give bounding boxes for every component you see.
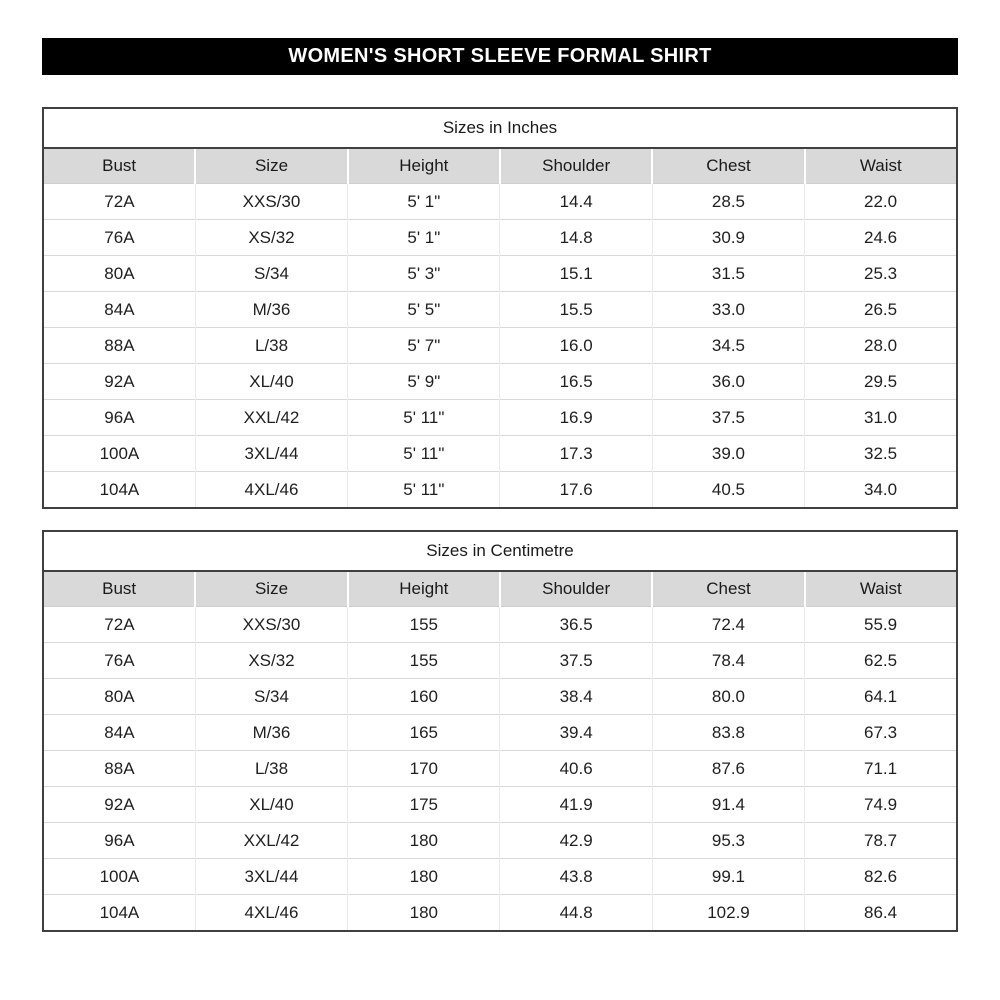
table-cell: 88A <box>43 328 195 364</box>
table-cell: 155 <box>348 607 500 643</box>
table-cell: 80A <box>43 256 195 292</box>
table-cell: 36.5 <box>500 607 652 643</box>
table-title-row <box>43 108 957 148</box>
table-cell: 78.7 <box>805 823 957 859</box>
size-row <box>43 184 957 220</box>
table-cell: 4XL/46 <box>195 472 347 509</box>
table-title-row <box>43 531 957 571</box>
table-cell: 14.4 <box>500 184 652 220</box>
centimetre-size-table <box>42 530 958 932</box>
table-cell: 22.0 <box>805 184 957 220</box>
table-cell: 15.5 <box>500 292 652 328</box>
inches-size-table <box>42 107 958 509</box>
size-row <box>43 472 957 509</box>
table-cell: 80A <box>43 679 195 715</box>
table-cell: 76A <box>43 220 195 256</box>
size-row <box>43 400 957 436</box>
table-cell: 5' 9" <box>348 364 500 400</box>
size-row <box>43 256 957 292</box>
size-row <box>43 823 957 859</box>
table-cell: 15.1 <box>500 256 652 292</box>
table-cell: 99.1 <box>652 859 804 895</box>
table-cell: 37.5 <box>652 400 804 436</box>
table-cell: 40.6 <box>500 751 652 787</box>
table-cell: S/34 <box>195 256 347 292</box>
table-cell: 32.5 <box>805 436 957 472</box>
table-cell: 62.5 <box>805 643 957 679</box>
size-row <box>43 679 957 715</box>
table-cell: 17.6 <box>500 472 652 509</box>
table-title: Sizes in Centimetre <box>43 531 957 571</box>
size-row <box>43 292 957 328</box>
table-cell: 38.4 <box>500 679 652 715</box>
table-cell: 3XL/44 <box>195 436 347 472</box>
table-cell: 43.8 <box>500 859 652 895</box>
table-cell: 5' 11" <box>348 472 500 509</box>
table-cell: XXL/42 <box>195 823 347 859</box>
table-cell: 74.9 <box>805 787 957 823</box>
table-cell: 92A <box>43 364 195 400</box>
table-cell: 28.5 <box>652 184 804 220</box>
table-cell: 86.4 <box>805 895 957 932</box>
size-row <box>43 220 957 256</box>
table-cell: M/36 <box>195 292 347 328</box>
table-cell: 41.9 <box>500 787 652 823</box>
table-cell: 5' 1" <box>348 220 500 256</box>
size-row <box>43 328 957 364</box>
table-cell: 39.4 <box>500 715 652 751</box>
table-cell: 44.8 <box>500 895 652 932</box>
column-header-size: Size <box>195 571 347 607</box>
table-cell: 5' 3" <box>348 256 500 292</box>
table-cell: 16.5 <box>500 364 652 400</box>
page-title-banner <box>42 38 958 75</box>
table-cell: 55.9 <box>805 607 957 643</box>
size-row <box>43 643 957 679</box>
table-cell: 67.3 <box>805 715 957 751</box>
size-row <box>43 859 957 895</box>
table-cell: 160 <box>348 679 500 715</box>
table-cell: 92A <box>43 787 195 823</box>
table-cell: 100A <box>43 859 195 895</box>
table-cell: 3XL/44 <box>195 859 347 895</box>
table-cell: XXS/30 <box>195 607 347 643</box>
table-cell: 30.9 <box>652 220 804 256</box>
table-cell: 5' 11" <box>348 400 500 436</box>
table-cell: 14.8 <box>500 220 652 256</box>
column-header-waist: Waist <box>805 148 957 184</box>
table-cell: 180 <box>348 895 500 932</box>
table-cell: XS/32 <box>195 220 347 256</box>
size-row <box>43 436 957 472</box>
table-cell: 42.9 <box>500 823 652 859</box>
table-cell: 72A <box>104 614 135 634</box>
column-header-size: Size <box>195 148 347 184</box>
column-header-chest: Chest <box>652 571 804 607</box>
table-cell: 31.0 <box>805 400 957 436</box>
table-cell: 180 <box>348 823 500 859</box>
table-cell: 5' 5" <box>348 292 500 328</box>
column-header-bust: Bust <box>43 148 195 184</box>
table-title: Sizes in Inches <box>43 108 957 148</box>
table-cell: XL/40 <box>195 787 347 823</box>
table-cell: 36.0 <box>652 364 804 400</box>
table-cell: 84A <box>43 715 195 751</box>
table-cell: 39.0 <box>652 436 804 472</box>
page-title: WOMEN'S SHORT SLEEVE FORMAL SHIRT <box>288 45 712 67</box>
table-cell: 29.5 <box>805 364 957 400</box>
table-cell: XL/40 <box>195 364 347 400</box>
table-cell: L/38 <box>195 328 347 364</box>
table-cell: 37.5 <box>500 643 652 679</box>
table-cell: 24.6 <box>805 220 957 256</box>
size-row <box>43 787 957 823</box>
table-cell: 155 <box>348 643 500 679</box>
table-cell: 82.6 <box>805 859 957 895</box>
table-cell: XXL/42 <box>195 400 347 436</box>
centimetre-table-section <box>42 530 958 932</box>
table-cell: 33.0 <box>652 292 804 328</box>
table-cell: 175 <box>348 787 500 823</box>
table-cell: 40.5 <box>652 472 804 509</box>
table-cell: 72A <box>104 191 135 211</box>
table-cell: 34.0 <box>805 472 957 509</box>
table-cell: 5' 11" <box>348 436 500 472</box>
table-cell: 180 <box>348 859 500 895</box>
table-cell: 87.6 <box>652 751 804 787</box>
table-cell: 91.4 <box>652 787 804 823</box>
table-cell: XS/32 <box>195 643 347 679</box>
table-cell: 95.3 <box>652 823 804 859</box>
table-cell: 100A <box>43 436 195 472</box>
table-cell: 78.4 <box>652 643 804 679</box>
table-cell: 25.3 <box>805 256 957 292</box>
table-cell: 17.3 <box>500 436 652 472</box>
table-cell: 104A <box>43 895 195 932</box>
column-header-shoulder: Shoulder <box>500 571 652 607</box>
table-cell: 64.1 <box>805 679 957 715</box>
table-cell: 83.8 <box>652 715 804 751</box>
column-header-bust: Bust <box>43 571 195 607</box>
table-cell: 4XL/46 <box>195 895 347 932</box>
table-header-row <box>43 571 957 607</box>
table-cell: S/34 <box>195 679 347 715</box>
table-cell: 84A <box>43 292 195 328</box>
table-cell: 96A <box>43 823 195 859</box>
table-cell: 76A <box>43 643 195 679</box>
column-header-waist: Waist <box>805 571 957 607</box>
table-header-row <box>43 148 957 184</box>
table-cell: 102.9 <box>652 895 804 932</box>
size-row <box>43 364 957 400</box>
size-row <box>43 715 957 751</box>
table-cell: 16.0 <box>500 328 652 364</box>
table-cell: 88A <box>43 751 195 787</box>
table-cell: 96A <box>43 400 195 436</box>
column-header-chest: Chest <box>652 148 804 184</box>
table-cell: 104A <box>43 472 195 509</box>
table-cell: 170 <box>348 751 500 787</box>
table-cell: 5' 1" <box>348 184 500 220</box>
table-cell: 5' 7" <box>348 328 500 364</box>
size-row <box>43 607 957 643</box>
table-cell: 165 <box>348 715 500 751</box>
table-cell: XXS/30 <box>195 184 347 220</box>
column-header-shoulder: Shoulder <box>500 148 652 184</box>
table-cell: 31.5 <box>652 256 804 292</box>
size-row <box>43 895 957 932</box>
column-header-height: Height <box>348 571 500 607</box>
table-cell: 71.1 <box>805 751 957 787</box>
table-cell: 16.9 <box>500 400 652 436</box>
table-cell: 34.5 <box>652 328 804 364</box>
table-cell: 80.0 <box>652 679 804 715</box>
table-cell: 28.0 <box>805 328 957 364</box>
size-row <box>43 751 957 787</box>
table-cell: 26.5 <box>805 292 957 328</box>
table-cell: 72.4 <box>652 607 804 643</box>
table-cell: M/36 <box>195 715 347 751</box>
inches-table-section <box>42 107 958 509</box>
column-header-height: Height <box>348 148 500 184</box>
table-cell: L/38 <box>195 751 347 787</box>
